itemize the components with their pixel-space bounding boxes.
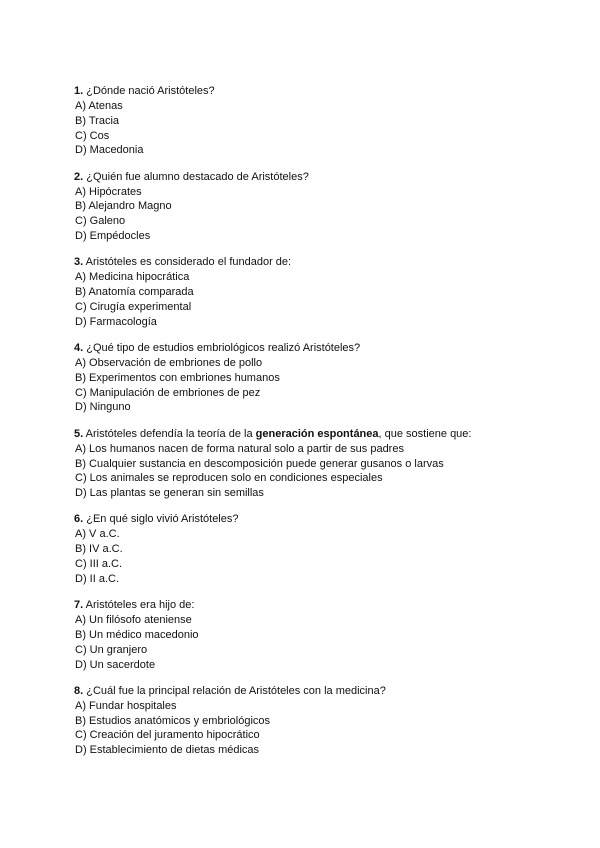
option-a: A) Un filósofo ateniense [75,614,192,627]
option-d: D) Las plantas se generan sin semillas [75,487,264,500]
question-text: 8. ¿Cuál fue la principal relación de Aristóteles con la medicina? [74,684,386,697]
option-c: C) III a.C. [75,558,123,571]
question-8 [74,684,574,758]
option-d: D) Ninguno [75,401,131,414]
option-a: A) Fundar hospitales [75,699,177,712]
question-1 [74,84,574,158]
question-text: 5. Aristóteles defendía la teoría de la generación espontánea, que sostiene que: [74,427,472,440]
option-b: B) Tracia [75,114,120,127]
question-text: 3. Aristóteles es considerado el fundador de: [74,256,292,269]
option-c: C) Creación del juramento hipocrático [75,729,260,742]
question-3 [74,255,574,329]
option-a: A) Los humanos nacen de forma natural solo a partir de sus padres [75,442,404,455]
question-number: 4. [74,342,84,355]
option-b: B) Experimentos con embriones humanos [75,371,280,384]
option-d: D) II a.C. [75,572,120,585]
option-d: D) Un sacerdote [75,658,156,671]
option-b: B) Alejandro Magno [75,200,172,213]
question-number: 5. [74,427,84,440]
option-a: A) Hipócrates [75,185,142,198]
question-text: 7. Aristóteles era hijo de: [74,599,195,612]
question-7 [74,598,574,672]
option-c: C) Manipulación de embriones de pez [75,386,261,399]
question-4 [74,341,574,415]
option-c: C) Un granjero [75,643,148,656]
option-a: A) V a.C. [75,528,120,541]
option-d: D) Macedonia [75,144,144,157]
option-b: B) Un médico macedonio [75,628,199,641]
option-a: A) Atenas [75,100,123,112]
question-text: 6. ¿En qué siglo vivió Aristóteles? [74,513,239,526]
question-number: 8. [74,684,84,697]
option-d: D) Farmacología [75,315,157,328]
option-a: A) Medicina hipocrática [75,271,190,284]
emphasized-term: generación espontánea [255,427,379,440]
question-number: 3. [74,256,84,269]
option-b: B) IV a.C. [75,543,123,556]
option-c: C) Cos [75,129,110,142]
question-number: 7. [74,599,84,612]
question-text: 2. ¿Quién fue alumno destacado de Aristóteles? [74,170,309,183]
option-b: B) Cualquier sustancia en descomposición puede generar gusanos o larvas [75,457,444,470]
question-text: 4. ¿Qué tipo de estudios embriológicos realizó Aristóteles? [74,342,361,355]
option-b: B) Estudios anatómicos y embriológicos [75,714,271,727]
question-6 [74,512,574,586]
option-b: B) Anatomía comparada [75,286,194,299]
option-d: D) Establecimiento de dietas médicas [75,744,260,757]
option-c: C) Los animales se reproducen solo en condiciones especiales [75,472,383,485]
question-number: 1. [74,85,84,97]
quiz-document [74,84,574,770]
option-d: D) Empédocles [75,230,151,243]
question-5 [74,427,574,501]
question-number: 2. [74,170,84,183]
question-number: 6. [74,513,84,526]
question-2 [74,170,574,244]
question-text: 1. ¿Dónde nació Aristóteles? [74,85,215,97]
option-c: C) Cirugía experimental [75,300,192,313]
option-c: C) Galeno [75,215,126,228]
option-a: A) Observación de embriones de pollo [75,357,263,370]
